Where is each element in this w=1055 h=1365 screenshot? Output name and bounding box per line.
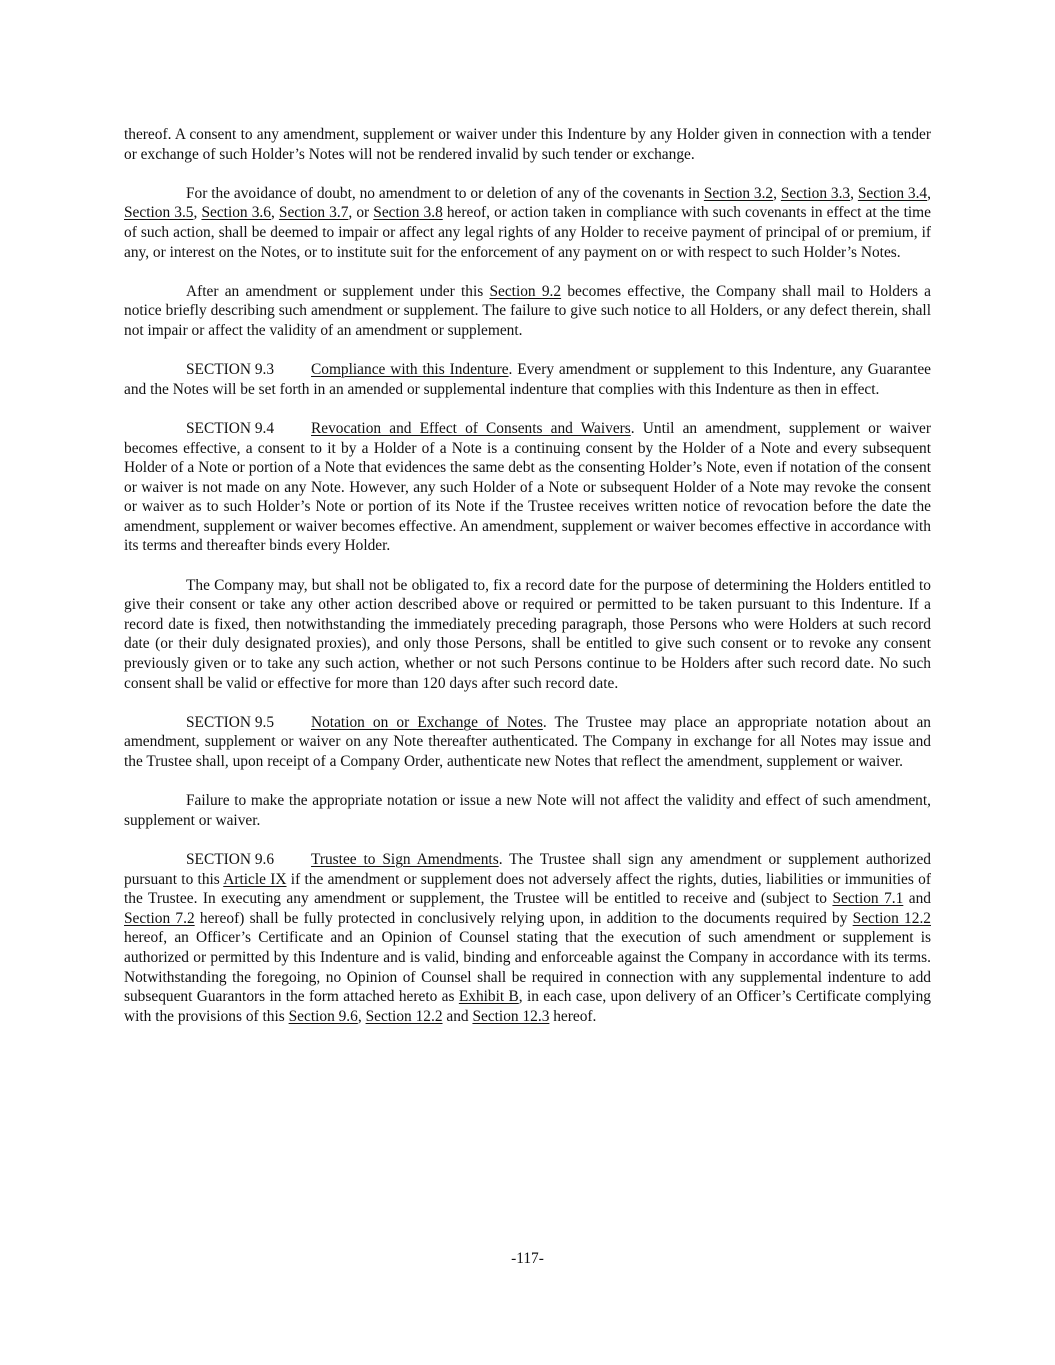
section-reference[interactable]: Section 3.3	[780, 184, 851, 202]
paragraph-text: The Company may, but shall not be obligated to, fix a record date for the purpose of determining the Holders entitled to give their consent or take any other action described above or required or permitted to be taken pursuant to this Indenture. If a record date is fixed, then notwithstanding the immediately preceding paragraph, those Persons who were Holders at such record date (or their duly designated proxies), and only those Persons, shall be entitled to give such consent or to revoke any consent previously given or to take any such action, whether or not such Persons continue to be Holders after such record date. No such consent shall be valid or effective for more than 120 days after such record date.	[124, 576, 931, 692]
section-reference[interactable]: Section 3.7	[278, 204, 349, 222]
text: if the amendment or supplement does not adversely affect the rights, duties, liabilities or immunities of the Trustee. In executing any amendment or supplement, the Trustee will be entitled to receive and (subject to	[124, 870, 931, 908]
section-number: SECTION 9.5	[186, 713, 275, 731]
section-body: . The Trustee may place an appropriate notation about an amendment, supplement or waiver on any Note thereafter authenticated. The Company in exchange for all Notes may issue and the Trustee shall, upon receipt of a Company Order, authenticate new Notes that reflect the amendment, supplement or waiver.	[124, 713, 931, 770]
section-heading: Compliance with this Indenture	[311, 361, 509, 379]
section-reference[interactable]: Section 9.2	[489, 282, 562, 300]
text: becomes effective, the Company shall mail to Holders a notice briefly describing such amendment or supplement. The failure to give such notice to all Holders, or any defect therein, shall not impair or affect the validity of an amendment or supplement.	[124, 282, 931, 339]
section-heading: Revocation and Effect of Consents and Waivers	[311, 419, 631, 437]
text: , in each case, upon delivery of an Officer’s Certificate complying with the provisions of this	[124, 988, 931, 1025]
section-body: . Every amendment or supplement to this Indenture, any Guarantee and the Notes will be set forth in an amended or supplemental indenture that complies with this Indenture as then in effect.	[124, 361, 932, 398]
section-reference[interactable]: Section 3.2	[703, 184, 774, 202]
text: ,	[270, 204, 279, 222]
paragraph-continuation	[124, 125, 931, 164]
article-reference[interactable]: Article IX	[223, 870, 287, 888]
section-reference[interactable]: Section 3.5	[124, 204, 194, 222]
section-heading: Trustee to Sign Amendments	[311, 850, 499, 868]
paragraph-text: thereof. A consent to any amendment, supplement or waiver under this Indenture by any Holder given in connection with a tender or exchange of such Holder’s Notes will not be rendered invalid by such tender or exchange.	[124, 126, 931, 163]
text: , or	[348, 204, 374, 222]
text: For the avoidance of doubt, no amendment to or deletion of any of the covenants in	[186, 184, 704, 202]
text: hereof, or action taken in compliance with such covenants in effect at the time of such action, shall be deemed to impair or affect any legal rights of any Holder to receive payment of principal of or premium, if any, or interest on the Notes, or to institute suit for the enforcement of any payment on or with respect to such Holder’s Notes.	[124, 204, 931, 261]
section-reference[interactable]: Section 3.4	[857, 184, 928, 202]
section-number: SECTION 9.4	[186, 419, 275, 437]
text: ,	[927, 184, 931, 202]
text: ,	[850, 184, 858, 202]
document-body	[124, 125, 931, 1046]
section-heading: Notation on or Exchange of Notes	[311, 713, 543, 731]
section-9-3	[124, 360, 931, 399]
section-reference[interactable]: Section 12.3	[472, 1007, 550, 1025]
section-reference[interactable]: Section 9.6	[288, 1007, 358, 1025]
text: After an amendment or supplement under this	[186, 282, 490, 300]
paragraph-record-date	[124, 576, 931, 694]
section-reference[interactable]: Section 7.1	[832, 890, 904, 908]
section-9-4	[124, 419, 931, 556]
paragraph-text: Failure to make the appropriate notation or issue a new Note will not affect the validity and effect of such amendment, supplement or waiver.	[124, 792, 931, 829]
text: ,	[773, 184, 781, 202]
section-reference[interactable]: Section 12.2	[365, 1007, 443, 1025]
text: . The Trustee shall sign any amendment or supplement authorized pursuant to this	[124, 850, 931, 888]
text: hereof) shall be fully protected in conclusively relying upon, in addition to the documents required by	[194, 909, 853, 927]
text: hereof.	[549, 1007, 597, 1025]
section-9-5	[124, 713, 931, 772]
paragraph-avoidance-of-doubt	[124, 184, 931, 262]
exhibit-reference[interactable]: Exhibit B	[458, 988, 519, 1006]
section-reference[interactable]: Section 3.8	[373, 204, 443, 222]
text: ,	[357, 1007, 366, 1025]
section-reference[interactable]: Section 3.6	[201, 204, 271, 222]
section-number: SECTION 9.3	[186, 361, 275, 379]
text: ,	[193, 204, 202, 222]
section-reference[interactable]: Section 12.2	[852, 909, 931, 927]
page-number: -117-	[511, 1250, 544, 1267]
section-body: . Until an amendment, supplement or waiver becomes effective, a consent to it by a Holder of a Note is a continuing consent by the Holder of a Note and every subsequent Holder of a Note or portion of a Note that evidences the same debt as the consenting Holder’s Note, even if notation of the consent or waiver is not made on any Note. However, any such Holder of a Note or subsequent Holder of a Note may revoke the consent or waiver as to such Holder’s Note or portion of its Note if the Trustee receives written notice of revocation before the date the amendment, supplement or waiver becomes effective. An amendment, supplement or waiver becomes effective in accordance with its terms and thereafter binds every Holder.	[124, 419, 931, 555]
section-reference[interactable]: Section 7.2	[124, 909, 195, 927]
paragraph-amendment-notice	[124, 282, 931, 341]
paragraph-failure-notation	[124, 791, 931, 830]
section-number: SECTION 9.6	[186, 850, 275, 868]
text: hereof, an Officer’s Certificate and an Opinion of Counsel stating that the execution of such amendment or supplement is authorized or permitted by this Indenture and is valid, binding and enforceable against the Company in accordance with its terms. Notwithstanding the foregoing, no Opinion of Counsel shall be required in connection with any supplemental indenture to add subsequent Guarantors in the form attached hereto as	[124, 929, 931, 1006]
text: and	[442, 1007, 473, 1025]
section-9-6	[124, 850, 931, 1026]
text: and	[903, 890, 931, 908]
